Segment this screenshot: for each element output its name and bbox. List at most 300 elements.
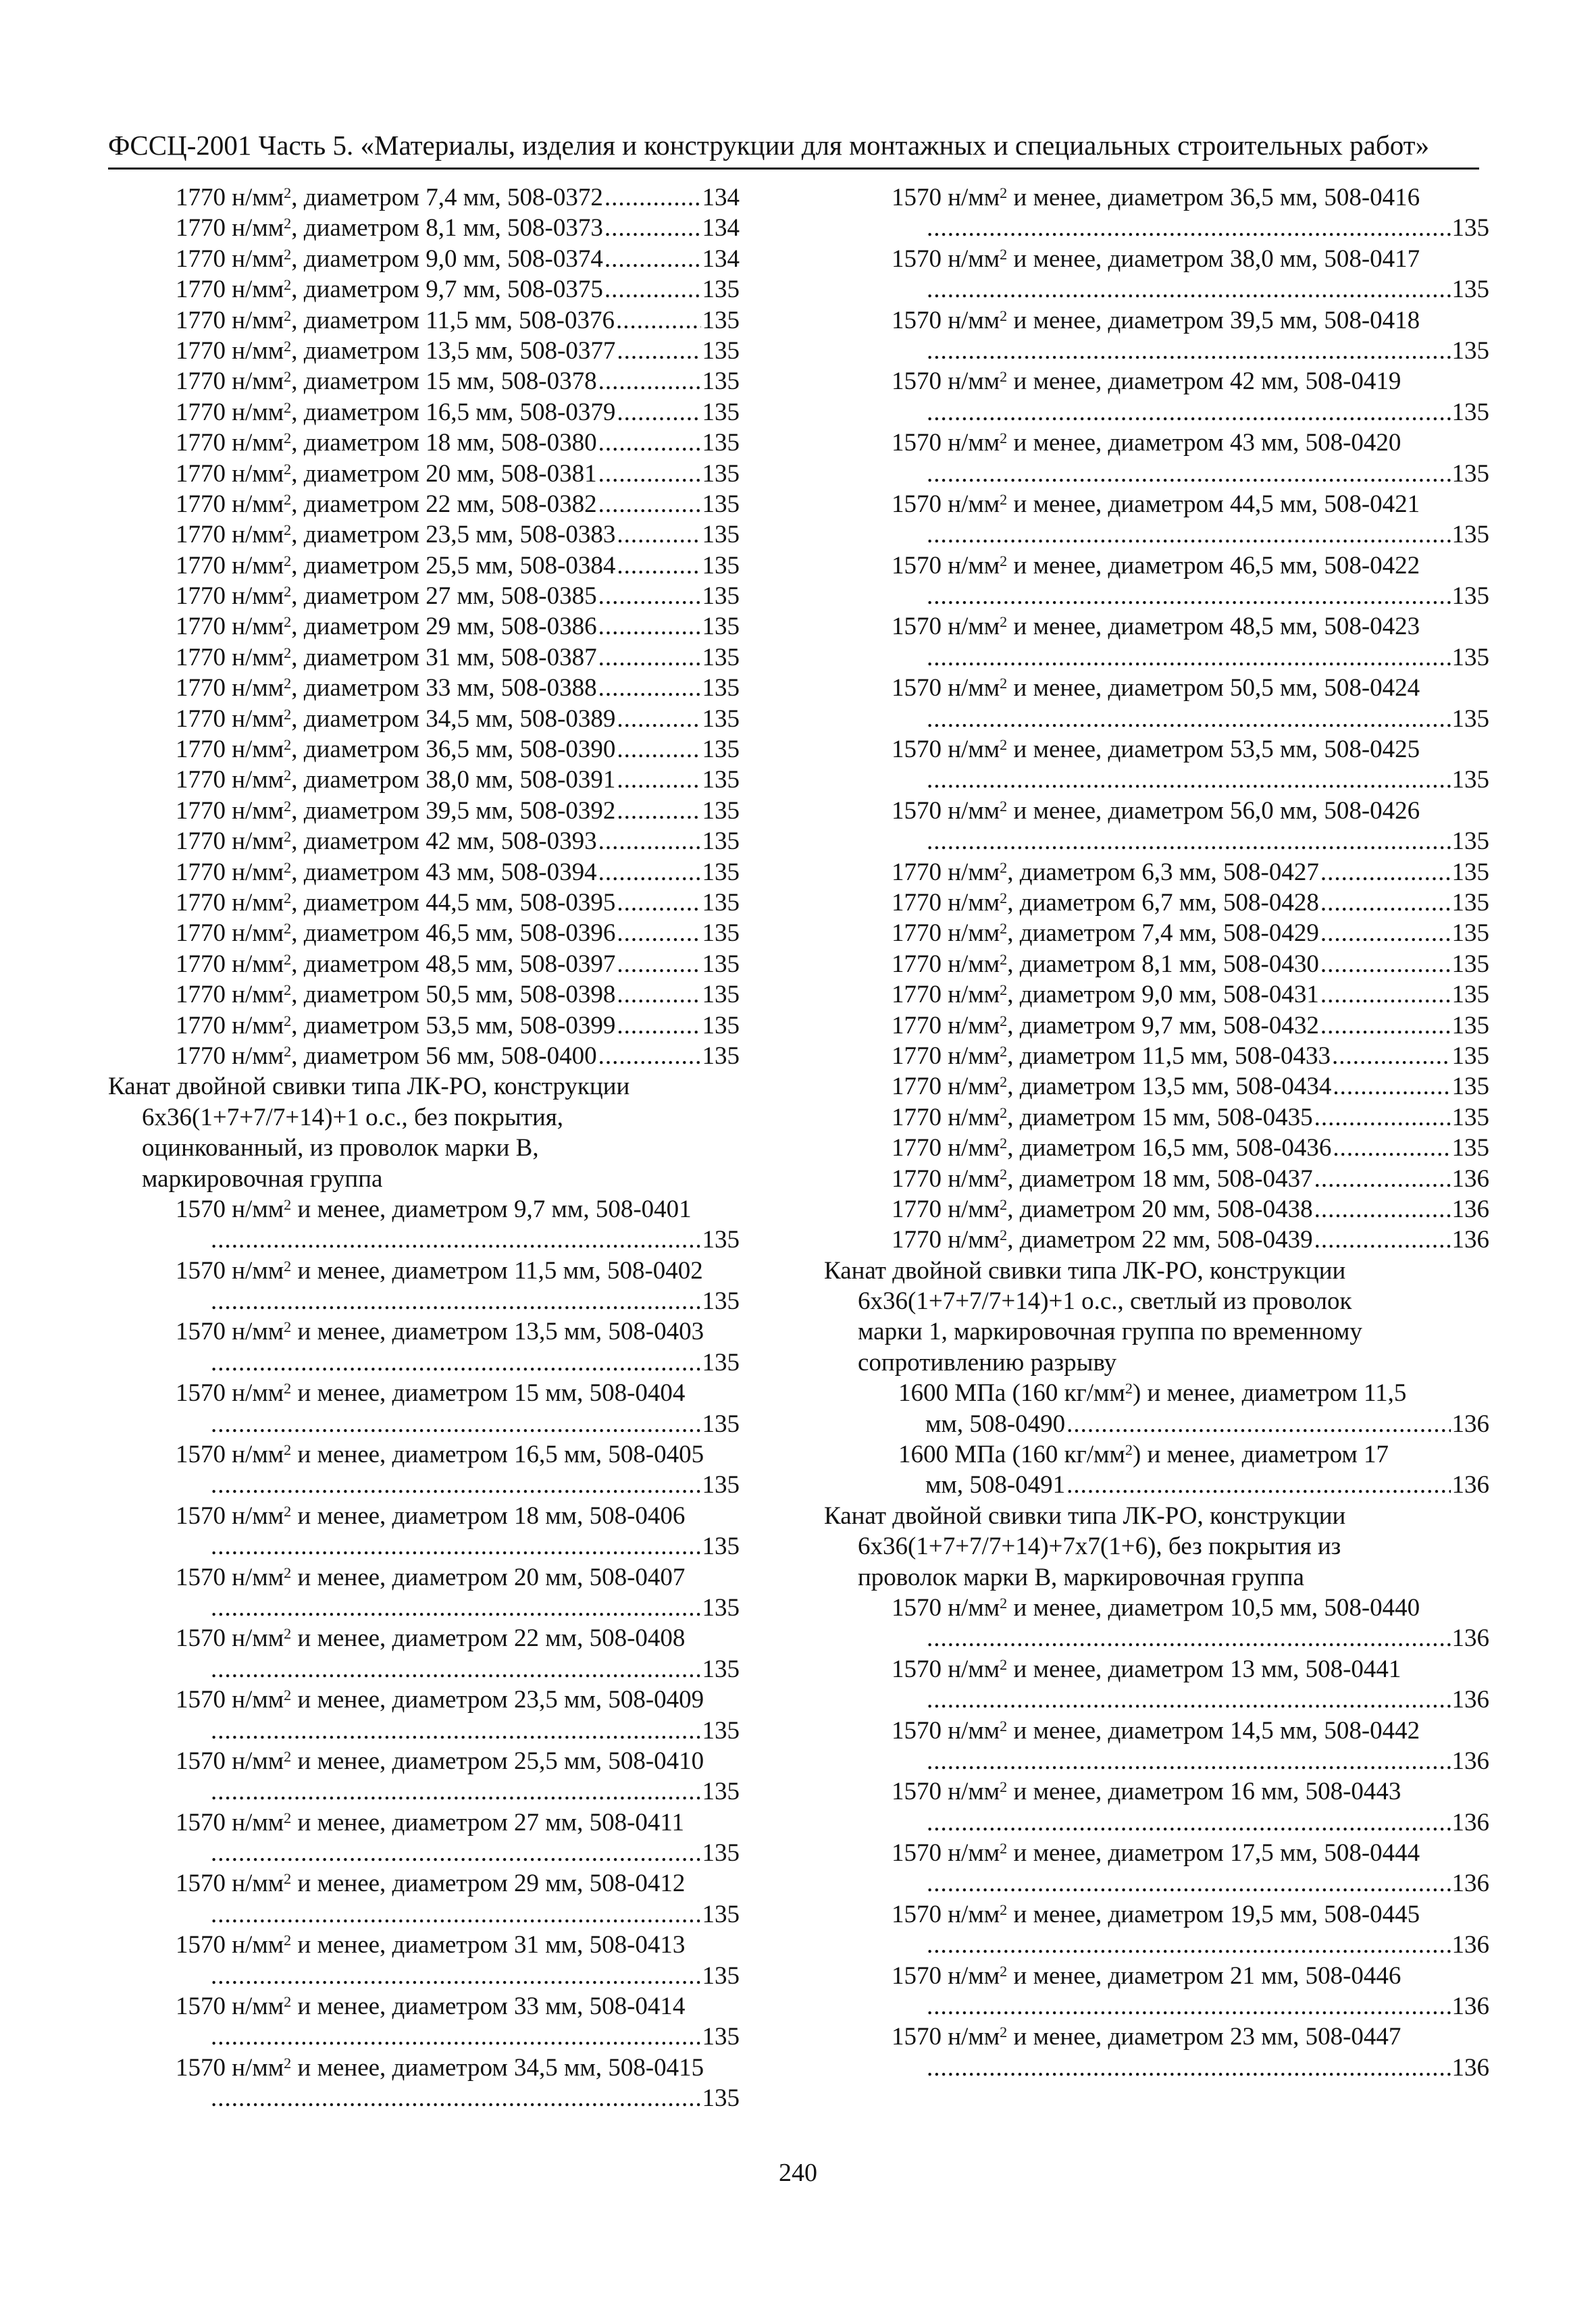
entry-page: 135 (702, 1042, 740, 1070)
entry-text-post: , диаметром 16,5 мм, 508-0379 (291, 398, 616, 426)
entry-text (108, 1501, 740, 1531)
entry-continuation (824, 1470, 1489, 1500)
entry-text-post: , диаметром 39,5 мм, 508-0392 (291, 796, 616, 825)
entry-page: 136 (1451, 1992, 1489, 2021)
index-entry (108, 1807, 740, 1869)
entry-page: 134 (702, 245, 740, 273)
unit-superscript: 2 (1000, 981, 1008, 999)
entry-page: 136 (1451, 1471, 1489, 1499)
entry-leader-line (824, 519, 1489, 550)
unit-superscript: 2 (1000, 736, 1008, 753)
entry-text-post: , диаметром 56 мм, 508-0400 (291, 1042, 597, 1070)
unit-superscript: 2 (284, 276, 292, 294)
section-heading (824, 1501, 1489, 1593)
entry-text (176, 397, 615, 428)
entry-leader-line (824, 642, 1489, 673)
index-entry (108, 550, 740, 581)
index-entry (108, 1501, 740, 1562)
dot-leader (1333, 1071, 1450, 1102)
unit-superscript: 2 (284, 828, 292, 846)
index-entry (108, 857, 740, 888)
entry-text-post: , диаметром 22 мм, 508-0382 (291, 490, 597, 518)
dot-leader (604, 274, 701, 305)
entry-text-post: , диаметром 15 мм, 508-0378 (291, 367, 597, 396)
index-entry (108, 1623, 740, 1685)
entry-page: 135 (702, 336, 740, 365)
entry-leader-line (824, 1807, 1489, 1838)
index-entry (824, 734, 1489, 796)
entry-text (176, 918, 615, 948)
entry-text-pre: 1770 н/мм (176, 521, 284, 549)
dot-leader (927, 1930, 1451, 1960)
index-entry (108, 459, 740, 489)
index-entry (824, 1071, 1489, 1102)
dot-leader (927, 1807, 1451, 1838)
entry-text-post: , диаметром 6,3 мм, 508-0427 (1007, 858, 1319, 886)
entry-text-pre: 1770 н/мм (176, 827, 284, 856)
entry-text-pre: 1770 н/мм (176, 736, 284, 764)
dot-leader (211, 1838, 701, 1868)
dot-leader (617, 704, 700, 734)
entry-text-post: и менее, диаметром 19,5 мм, 508-0445 (1007, 1900, 1420, 1928)
entry-text (176, 611, 597, 642)
dot-leader (1314, 1164, 1451, 1194)
entry-page: 135 (1451, 704, 1489, 733)
entry-text-post: , диаметром 9,0 мм, 508-0374 (291, 245, 603, 273)
index-entry (824, 1899, 1489, 1961)
unit-superscript: 2 (1000, 1594, 1008, 1612)
entry-continuation (824, 1409, 1489, 1439)
entry-text-pre: 1570 н/мм (176, 1318, 284, 1346)
entry-text-pre: 1600 МПа (160 кг/мм (898, 1379, 1125, 1408)
entry-text-pre: 1770 н/мм (176, 796, 284, 825)
entry-text-pre: 1770 н/мм (892, 888, 1000, 917)
entry-text-pre: 1770 н/мм (176, 704, 284, 733)
entry-text-pre: 1770 н/мм (176, 981, 284, 1009)
unit-superscript: 2 (284, 1380, 292, 1397)
entry-text-post: и менее, диаметром 25,5 мм, 508-0410 (291, 1747, 704, 1775)
entry-text-post: , диаметром 16,5 мм, 508-0436 (1007, 1134, 1332, 1162)
index-entry (108, 1316, 740, 1378)
entry-text (176, 366, 597, 396)
dot-leader (617, 796, 700, 826)
entry-leader-line (108, 1654, 740, 1685)
index-entry (108, 796, 740, 826)
entry-text-post: , диаметром 15 мм, 508-0435 (1007, 1103, 1313, 1131)
entry-text-post: , диаметром 34,5 мм, 508-0389 (291, 704, 616, 733)
index-entry (824, 1133, 1489, 1163)
entry-text (176, 489, 597, 519)
unit-superscript: 2 (284, 307, 292, 324)
index-entry (824, 979, 1489, 1010)
entry-text-post: ) и менее, диаметром 17 (1132, 1441, 1389, 1469)
entry-text (108, 1194, 740, 1225)
dot-leader (211, 1286, 701, 1316)
section-heading-line: проволок марки В, маркировочная группа (858, 1563, 1304, 1591)
entry-page: 135 (702, 950, 740, 978)
entry-text-post: и менее, диаметром 20 мм, 508-0407 (291, 1563, 686, 1591)
entry-text-pre: 1770 н/мм (176, 919, 284, 948)
entry-text-pre: 1570 н/мм (176, 1624, 284, 1653)
unit-superscript: 2 (1000, 1901, 1008, 1918)
unit-superscript: 2 (284, 184, 292, 201)
entry-text-pre: 1570 н/мм (176, 1441, 284, 1469)
entry-page: 135 (702, 1471, 740, 1499)
entry-text-post: , диаметром 7,4 мм, 508-0372 (291, 184, 603, 211)
dot-leader (617, 918, 700, 948)
dot-leader (1320, 857, 1451, 888)
unit-superscript: 2 (1000, 950, 1008, 968)
entry-text-pre: 1770 н/мм (176, 184, 284, 211)
index-entry (108, 1930, 740, 1991)
entry-text (892, 918, 1319, 948)
entry-text-pre: 1570 н/мм (892, 1716, 1000, 1745)
dot-leader (598, 489, 701, 519)
entry-text-pre: 1570 н/мм (176, 2053, 284, 2082)
entry-leader-line (108, 2083, 740, 2113)
unit-superscript: 2 (284, 613, 292, 631)
unit-superscript: 2 (1000, 1195, 1008, 1213)
entry-page: 135 (1451, 766, 1489, 794)
unit-superscript: 2 (284, 920, 292, 937)
entry-text-pre: 1770 н/мм (176, 245, 284, 273)
entry-text (824, 182, 1489, 213)
entry-leader-line (108, 1470, 740, 1500)
unit-superscript: 2 (1000, 552, 1008, 569)
dot-leader (211, 1347, 701, 1378)
entry-text-post: , диаметром 20 мм, 508-0438 (1007, 1195, 1313, 1223)
unit-superscript: 2 (284, 1042, 292, 1060)
index-entry (108, 704, 740, 734)
entry-page: 135 (1451, 981, 1489, 1009)
entry-page: 135 (702, 1226, 740, 1254)
entry-page: 135 (1451, 398, 1489, 426)
entry-text-post: и менее, диаметром 34,5 мм, 508-0415 (291, 2053, 704, 2082)
entry-text-pre: 1570 н/мм (892, 1839, 1000, 1868)
entry-text-pre: 1570 н/мм (176, 1808, 284, 1836)
index-entry (824, 1225, 1489, 1255)
entry-leader-line (108, 1531, 740, 1562)
entry-text-pre: 1770 н/мм (176, 888, 284, 917)
section-heading-line: 6х36(1+7+7/7+14)+1 о.с., без покрытия, (142, 1103, 564, 1131)
entry-text-pre: 1770 н/мм (176, 336, 284, 365)
entry-page: 135 (702, 276, 740, 304)
index-entry (108, 519, 740, 550)
entry-text-line2: мм, 508-0491 (925, 1471, 1066, 1499)
entry-text (176, 979, 615, 1010)
unit-superscript: 2 (284, 644, 292, 661)
entry-page: 136 (1451, 1624, 1489, 1653)
entry-text (824, 1776, 1489, 1807)
entry-text-post: и менее, диаметром 42 мм, 508-0419 (1007, 367, 1401, 396)
entry-text (108, 1685, 740, 1715)
index-entry (824, 1716, 1489, 1777)
index-entry (824, 244, 1489, 305)
index-entry (108, 182, 740, 213)
entry-page: 136 (1451, 1931, 1489, 1959)
entry-text-post: , диаметром 7,4 мм, 508-0429 (1007, 919, 1319, 948)
dot-leader (617, 765, 700, 795)
entry-text-post: , диаметром 20 мм, 508-0381 (291, 459, 597, 488)
entry-text-post: и менее, диаметром 9,7 мм, 508-0401 (291, 1195, 692, 1223)
entry-page: 135 (1451, 950, 1489, 978)
entry-text (892, 1194, 1313, 1225)
entry-leader-line (824, 1868, 1489, 1899)
section-heading-line: Канат двойной свивки типа ЛК-РО, конструкции (824, 1256, 1346, 1285)
entry-page: 135 (702, 490, 740, 518)
entry-text (824, 305, 1489, 336)
entry-page: 135 (702, 459, 740, 488)
dot-leader (927, 581, 1451, 611)
index-entry (824, 673, 1489, 734)
entry-text-post: и менее, диаметром 17,5 мм, 508-0444 (1007, 1839, 1420, 1868)
index-entry (824, 1961, 1489, 2022)
unit-superscript: 2 (1000, 1165, 1008, 1183)
entry-text-post: и менее, диаметром 16,5 мм, 508-0405 (291, 1441, 704, 1469)
dot-leader (927, 336, 1451, 366)
index-entry (824, 918, 1489, 948)
dot-leader (598, 428, 701, 458)
entry-text (824, 1654, 1489, 1685)
index-entry (108, 1010, 740, 1041)
entry-page: 136 (1451, 1410, 1489, 1438)
entry-page: 135 (702, 1287, 740, 1316)
index-entry (824, 366, 1489, 428)
dot-leader (1320, 888, 1451, 918)
index-entry (108, 673, 740, 703)
entry-text (108, 1991, 740, 2022)
section-heading-line: марки 1, маркировочная группа по временному (858, 1318, 1362, 1346)
index-entry (108, 1868, 740, 1930)
entry-text-post: и менее, диаметром 13,5 мм, 508-0403 (291, 1318, 704, 1346)
index-entry (108, 366, 740, 396)
entry-text (108, 1439, 740, 1470)
dot-leader (598, 642, 701, 673)
dot-leader (617, 734, 700, 765)
entry-page: 135 (1451, 827, 1489, 856)
dot-leader (927, 1746, 1451, 1776)
unit-superscript: 2 (284, 1932, 292, 1949)
entry-page: 135 (1451, 1103, 1489, 1131)
entry-page: 135 (702, 429, 740, 457)
right-column (824, 182, 1489, 2083)
unit-superscript: 2 (284, 1564, 292, 1581)
dot-leader (211, 1899, 701, 1930)
unit-superscript: 2 (1000, 1778, 1008, 1796)
entry-text (176, 826, 597, 856)
entry-text-pre: 1570 н/мм (892, 1961, 1000, 1990)
entry-text-post: и менее, диаметром 46,5 мм, 508-0422 (1007, 551, 1420, 580)
index-entry (824, 305, 1489, 367)
dot-leader (927, 1685, 1451, 1715)
entry-page: 134 (702, 184, 740, 211)
entry-leader-line (824, 213, 1489, 243)
entry-page: 135 (702, 1533, 740, 1561)
index-entry (108, 397, 740, 428)
entry-text (824, 550, 1489, 581)
entry-text-post: , диаметром 36,5 мм, 508-0390 (291, 736, 616, 764)
entry-text (108, 1316, 740, 1347)
unit-superscript: 2 (1000, 920, 1008, 937)
entry-text (824, 1961, 1489, 1991)
entry-text (108, 1256, 740, 1286)
entry-text-pre: 1770 н/мм (176, 582, 284, 611)
dot-leader (927, 397, 1451, 428)
unit-superscript: 2 (1000, 675, 1008, 692)
entry-text-pre: 1770 н/мм (176, 674, 284, 702)
entry-text-pre: 1770 н/мм (176, 950, 284, 978)
entry-text-post: и менее, диаметром 21 мм, 508-0446 (1007, 1961, 1401, 1990)
unit-superscript: 2 (284, 858, 292, 876)
entry-page: 135 (702, 2023, 740, 2051)
dot-leader (1066, 1470, 1450, 1500)
index-entry (824, 428, 1489, 489)
entry-page: 136 (1451, 1870, 1489, 1898)
entry-leader-line (824, 1623, 1489, 1653)
entry-page: 135 (1451, 1011, 1489, 1039)
dot-leader (617, 519, 700, 550)
page-header: ФССЦ-2001 Часть 5. «Материалы, изделия и конструкции для монтажных и специальных строительных работ» (108, 130, 1430, 161)
unit-superscript: 2 (1000, 613, 1008, 631)
dot-leader (927, 826, 1451, 856)
unit-superscript: 2 (284, 1625, 292, 1643)
dot-leader (211, 1654, 701, 1685)
entry-text-post: , диаметром 6,7 мм, 508-0428 (1007, 888, 1319, 917)
entry-text (892, 1102, 1313, 1133)
entry-text-post: ) и менее, диаметром 11,5 (1132, 1379, 1407, 1408)
dot-leader (598, 673, 701, 703)
index-entry (824, 1164, 1489, 1194)
entry-page: 135 (702, 674, 740, 702)
unit-superscript: 2 (284, 460, 292, 478)
entry-text-pre: 1570 н/мм (892, 613, 1000, 641)
dot-leader (211, 1961, 701, 1991)
unit-superscript: 2 (1000, 1655, 1008, 1673)
entry-page: 135 (702, 1655, 740, 1683)
unit-superscript: 2 (284, 705, 292, 723)
index-entry (824, 611, 1489, 673)
entry-page: 135 (1451, 336, 1489, 365)
entry-leader-line (824, 581, 1489, 611)
index-entry (108, 1562, 740, 1624)
entry-page: 135 (702, 919, 740, 948)
entry-text-pre: 1570 н/мм (892, 2023, 1000, 2051)
unit-superscript: 2 (1000, 1840, 1008, 1857)
dot-leader (598, 857, 701, 888)
entry-leader-line (824, 1991, 1489, 2022)
entry-text-pre: 1570 н/мм (176, 1747, 284, 1775)
index-entry (108, 305, 740, 336)
entry-text-post: , диаметром 13,5 мм, 508-0434 (1007, 1073, 1332, 1101)
entry-text (824, 428, 1489, 458)
section-heading-line: 6х36(1+7+7/7+14)+1 о.с., светлый из проволок (858, 1287, 1352, 1316)
entry-page: 135 (702, 551, 740, 580)
entry-text-pre: 1570 н/мм (892, 306, 1000, 334)
entry-text-pre: 1770 н/мм (176, 858, 284, 886)
entry-text-pre: 1570 н/мм (892, 1593, 1000, 1622)
dot-leader (598, 366, 701, 396)
unit-superscript: 2 (284, 1747, 292, 1765)
dot-leader (927, 274, 1451, 305)
unit-superscript: 2 (284, 245, 292, 263)
unit-superscript: 2 (284, 797, 292, 815)
entry-text-pre: 1770 н/мм (176, 1011, 284, 1039)
unit-superscript: 2 (1000, 1717, 1008, 1734)
entry-leader-line (108, 1593, 740, 1623)
entry-text-pre: 1570 н/мм (892, 551, 1000, 580)
index-entry (824, 1776, 1489, 1838)
index-entry (108, 1041, 740, 1071)
entry-page: 135 (1451, 1073, 1489, 1101)
entry-text-pre: 1770 н/мм (176, 766, 284, 794)
entry-text-post: и менее, диаметром 14,5 мм, 508-0442 (1007, 1716, 1420, 1745)
entry-text-post: , диаметром 38,0 мм, 508-0391 (291, 766, 616, 794)
index-entry (108, 1194, 740, 1256)
entry-text (176, 673, 597, 703)
unit-superscript: 2 (284, 736, 292, 753)
entry-page: 135 (702, 521, 740, 549)
entry-text-post: и менее, диаметром 56,0 мм, 508-0426 (1007, 796, 1420, 825)
index-entry (824, 550, 1489, 612)
index-entry (108, 1256, 740, 1317)
dot-leader (927, 519, 1451, 550)
entry-page: 135 (1451, 858, 1489, 886)
dot-leader (604, 213, 701, 243)
dot-leader (1320, 949, 1451, 979)
entry-page: 135 (1451, 459, 1489, 488)
index-entry (824, 1378, 1489, 1439)
entry-text (108, 1623, 740, 1653)
entry-text-pre: 1570 н/мм (176, 1501, 284, 1530)
entry-text (176, 642, 597, 673)
entry-text-post: и менее, диаметром 33 мм, 508-0414 (291, 1992, 686, 2021)
unit-superscript: 2 (284, 1502, 292, 1520)
section-heading-line: оцинкованный, из проволок марки В, (142, 1134, 539, 1162)
entry-text-post: и менее, диаметром 39,5 мм, 508-0418 (1007, 306, 1420, 334)
entry-page: 136 (1451, 1195, 1489, 1223)
entry-leader-line (824, 1685, 1489, 1715)
entry-leader-line (824, 2053, 1489, 2083)
entry-text-pre: 1570 н/мм (176, 1563, 284, 1591)
entry-page: 135 (702, 858, 740, 886)
entry-text (824, 734, 1489, 765)
entry-leader-line (108, 1838, 740, 1868)
entry-text (176, 182, 603, 213)
dot-leader (927, 1623, 1451, 1653)
entry-text-pre: 1570 н/мм (176, 1870, 284, 1898)
entry-text (892, 1071, 1331, 1102)
entry-text-post: и менее, диаметром 13 мм, 508-0441 (1007, 1655, 1401, 1683)
entry-text (824, 1716, 1489, 1746)
entry-text (892, 1164, 1313, 1194)
entry-text-line2: мм, 508-0490 (925, 1410, 1066, 1438)
dot-leader (211, 1409, 701, 1439)
entry-page: 135 (1451, 888, 1489, 917)
entry-text-post: , диаметром 27 мм, 508-0385 (291, 582, 597, 611)
entry-page: 135 (1451, 521, 1489, 549)
index-entry (824, 1194, 1489, 1225)
dot-leader (598, 581, 701, 611)
dot-leader (927, 2053, 1451, 2083)
entry-text (108, 1868, 740, 1899)
entry-text-pre: 1570 н/мм (892, 674, 1000, 702)
entry-text (824, 1378, 1489, 1408)
entry-text-pre: 1770 н/мм (176, 1042, 284, 1070)
dot-leader (1320, 979, 1451, 1010)
dot-leader (617, 397, 700, 428)
entry-text (108, 1807, 740, 1838)
entry-text-pre: 1570 н/мм (176, 1992, 284, 2021)
